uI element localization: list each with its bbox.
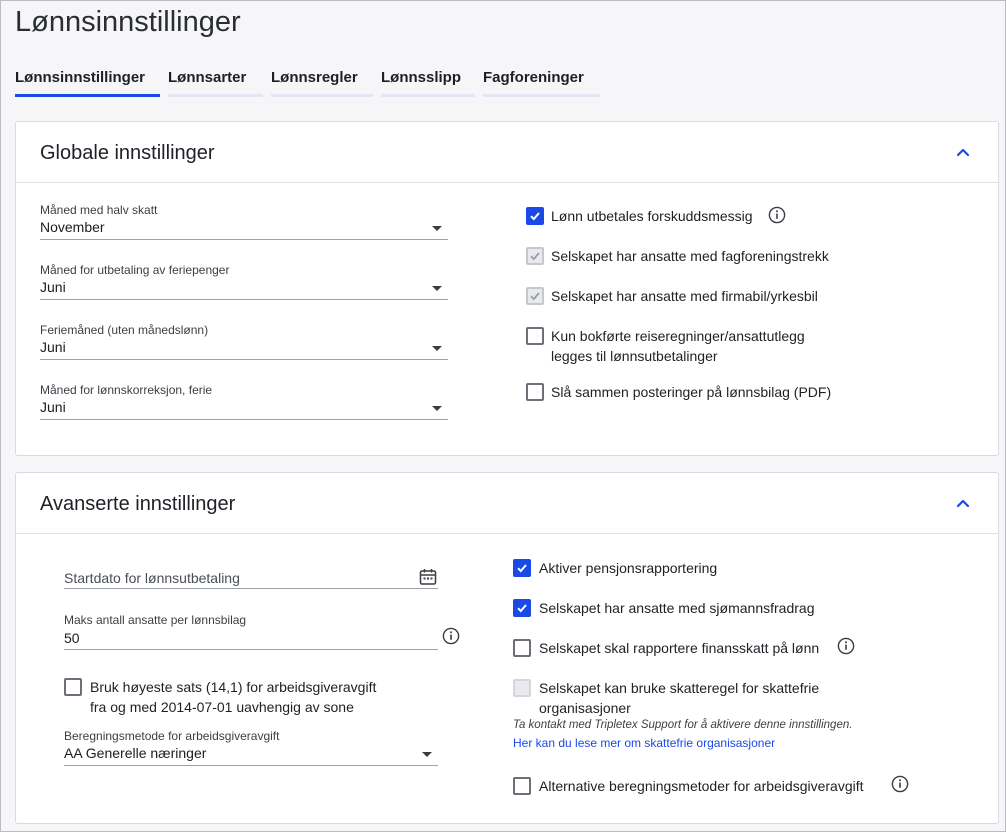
tab-lonnsregler[interactable]: Lønnsregler	[271, 68, 373, 97]
union-deduction-label: Selskapet har ansatte med fagforeningstrekk	[551, 248, 829, 264]
salary-correction-month-select[interactable]	[40, 398, 448, 420]
page-title: Lønnsinnstillinger	[15, 6, 241, 38]
highest-rate-label-line2: fra og med 2014-07-01 uavhengig av sone	[90, 699, 354, 715]
caret-down-icon	[432, 346, 442, 351]
seaman-deduction-label: Selskapet har ansatte med sjømannsfradrag	[539, 600, 815, 616]
global-settings-header[interactable]	[16, 122, 998, 183]
holiday-pay-month-label: Måned for utbetaling av feriepenger	[40, 263, 230, 277]
check-icon	[529, 250, 541, 262]
pension-reporting-label: Aktiver pensjonsrapportering	[539, 560, 718, 576]
tab-lonnsslipp[interactable]: Lønnsslipp	[381, 68, 475, 97]
posted-expenses-label-line1: Kun bokførte reiseregninger/ansattutlegg	[551, 328, 805, 344]
merge-postings-checkbox[interactable]	[526, 383, 544, 401]
tab-lonnsinnstillinger[interactable]: Lønnsinnstillinger	[15, 68, 160, 97]
check-icon	[529, 290, 541, 302]
highest-rate-checkbox[interactable]	[64, 678, 82, 696]
tax-free-org-label-line2: organisasjoner	[539, 700, 631, 716]
advanced-settings-header[interactable]	[16, 473, 998, 534]
advance-salary-checkbox[interactable]	[526, 207, 544, 225]
finance-tax-checkbox[interactable]	[513, 639, 531, 657]
caret-down-icon	[432, 226, 442, 231]
info-icon[interactable]	[768, 206, 786, 224]
support-note: Ta kontakt med Tripletex Support for å aktivere denne innstillingen.	[513, 719, 853, 731]
salary-correction-month-value: Juni	[40, 399, 66, 415]
collapse-global-button[interactable]	[954, 144, 972, 162]
start-date-placeholder: Startdato for lønnsutbetaling	[64, 570, 240, 586]
global-settings-title: Globale innstillinger	[40, 142, 215, 164]
advanced-settings-title: Avanserte innstillinger	[40, 493, 236, 515]
union-deduction-checkbox[interactable]	[526, 247, 544, 265]
check-icon	[516, 602, 528, 614]
calc-method-value: AA Generelle næringer	[64, 745, 207, 761]
calendar-icon[interactable]	[418, 567, 438, 587]
alt-calc-methods-label: Alternative beregningsmetoder for arbeidsgiveravgift	[539, 778, 864, 794]
caret-down-icon	[422, 752, 432, 757]
seaman-deduction-checkbox[interactable]	[513, 599, 531, 617]
global-settings-card	[15, 121, 999, 456]
check-icon	[516, 562, 528, 574]
tax-free-org-link[interactable]: Her kan du lese mer om skattefrie organisasjoner	[513, 736, 776, 750]
merge-postings-label: Slå sammen posteringer på lønnsbilag (PDF)	[551, 384, 832, 400]
holiday-month-label: Feriemåned (uten månedslønn)	[40, 323, 209, 337]
chevron-up-icon	[954, 144, 972, 162]
pension-reporting-checkbox[interactable]	[513, 559, 531, 577]
tab-lonnsarter[interactable]: Lønnsarter	[168, 68, 263, 97]
holiday-month-select[interactable]	[40, 338, 448, 360]
info-icon[interactable]	[891, 775, 909, 793]
half-tax-month-select[interactable]	[40, 218, 448, 240]
info-icon[interactable]	[442, 627, 460, 645]
check-icon	[529, 210, 541, 222]
chevron-up-icon	[954, 495, 972, 513]
tax-free-org-checkbox[interactable]	[513, 679, 531, 697]
half-tax-month-label: Måned med halv skatt	[40, 203, 158, 217]
highest-rate-label-line1: Bruk høyeste sats (14,1) for arbeidsgiveravgift	[90, 679, 377, 695]
posted-expenses-label-line2: legges til lønnsutbetalinger	[551, 348, 718, 364]
caret-down-icon	[432, 406, 442, 411]
collapse-advanced-button[interactable]	[954, 495, 972, 513]
advance-salary-label: Lønn utbetales forskuddsmessig	[551, 208, 753, 224]
tab-fagforeninger[interactable]: Fagforeninger	[483, 68, 600, 97]
holiday-month-value: Juni	[40, 339, 66, 355]
half-tax-month-value: November	[40, 219, 105, 235]
max-employees-value: 50	[64, 630, 80, 646]
max-employees-label: Maks antall ansatte per lønnsbilag	[64, 613, 247, 627]
holiday-pay-month-select[interactable]	[40, 278, 448, 300]
posted-expenses-checkbox[interactable]	[526, 327, 544, 345]
finance-tax-label: Selskapet skal rapportere finansskatt på lønn	[539, 640, 820, 656]
max-employees-input[interactable]	[64, 628, 438, 650]
alt-calc-methods-checkbox[interactable]	[513, 777, 531, 795]
tax-free-org-label-line1: Selskapet kan bruke skatteregel for skattefrie	[539, 680, 820, 696]
calc-method-select[interactable]	[64, 744, 438, 766]
calc-method-label: Beregningsmetode for arbeidsgiveravgift	[64, 729, 280, 743]
advanced-settings-card	[15, 472, 999, 824]
salary-correction-month-label: Måned for lønnskorreksjon, ferie	[40, 383, 213, 397]
holiday-pay-month-value: Juni	[40, 279, 66, 295]
caret-down-icon	[432, 286, 442, 291]
start-date-input[interactable]	[64, 567, 438, 589]
company-car-checkbox[interactable]	[526, 287, 544, 305]
info-icon[interactable]	[837, 637, 855, 655]
company-car-label: Selskapet har ansatte med firmabil/yrkesbil	[551, 288, 818, 304]
